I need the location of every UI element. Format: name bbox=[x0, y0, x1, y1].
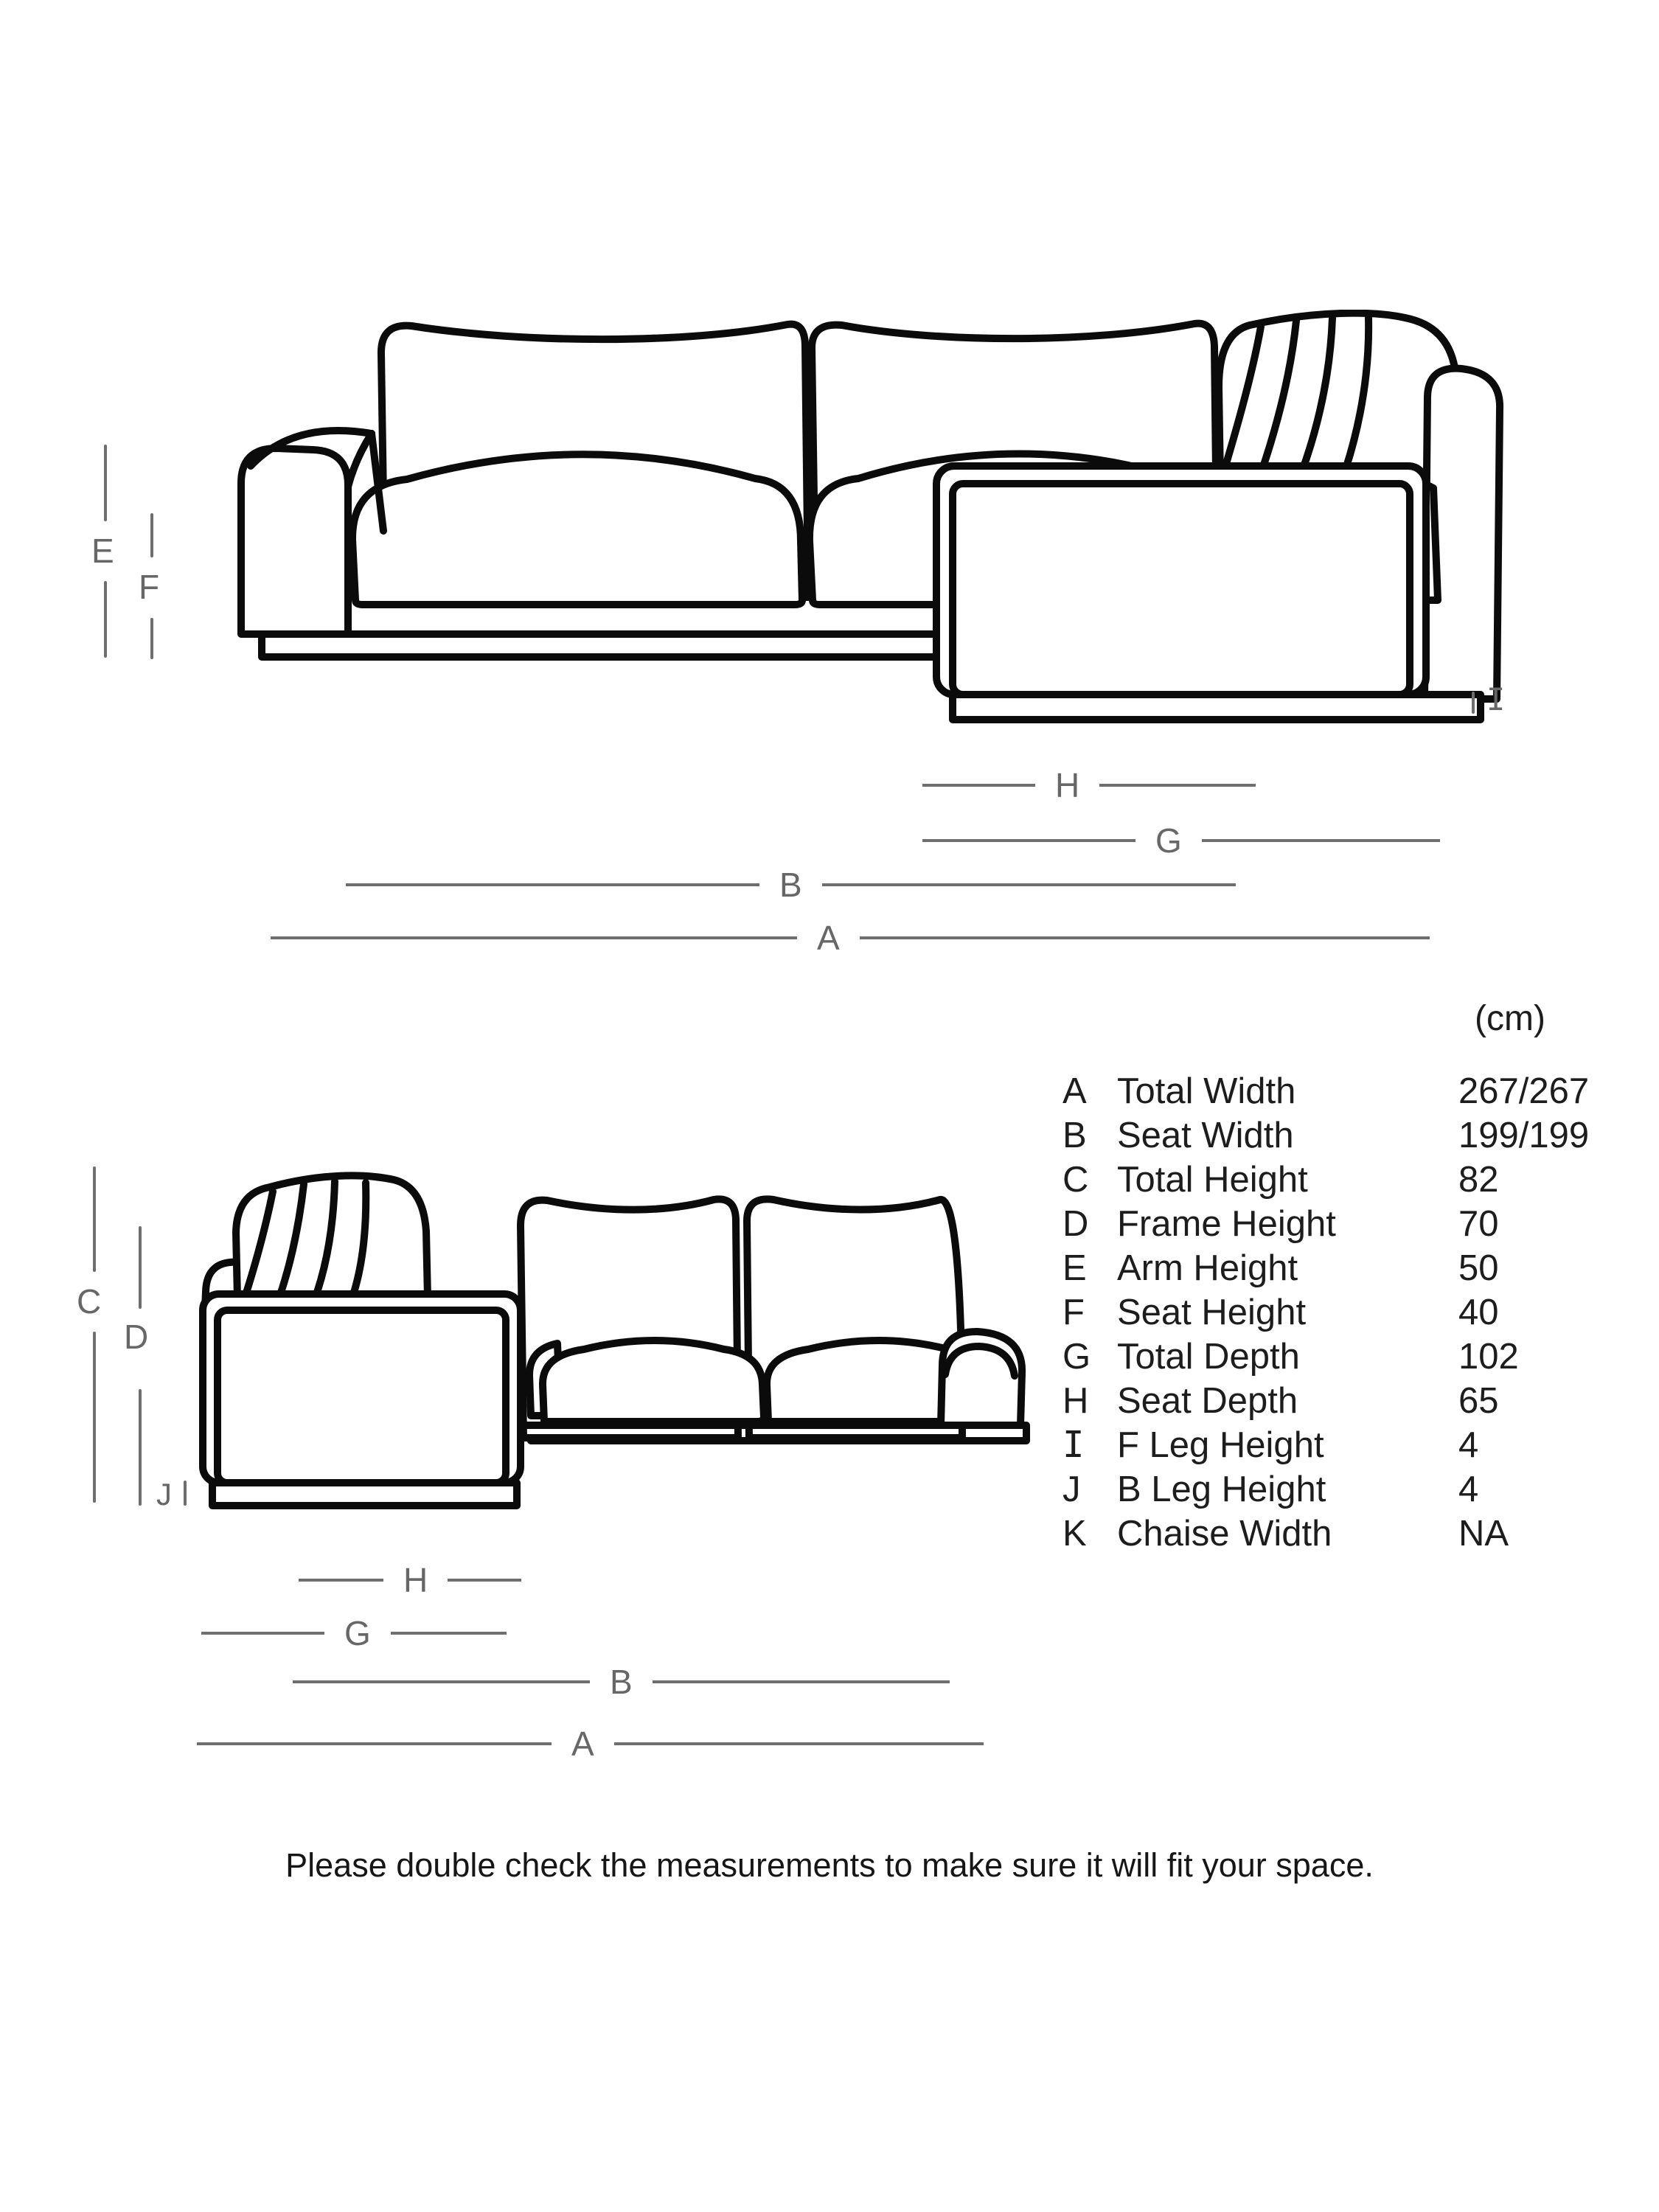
row-label: Seat Depth bbox=[1117, 1381, 1298, 1421]
seat-cushion bbox=[352, 454, 802, 605]
row-label: Total Height bbox=[1117, 1160, 1308, 1200]
row-value: 102 bbox=[1458, 1337, 1519, 1377]
row-value: 65 bbox=[1458, 1381, 1499, 1421]
frame-height-tick-top bbox=[139, 1226, 142, 1309]
dim-total-depth-bottom: G bbox=[201, 1614, 507, 1652]
dim-seat-width-bottom: B bbox=[293, 1663, 950, 1701]
row-label: Chaise Width bbox=[1117, 1514, 1332, 1554]
row-value: 4 bbox=[1458, 1425, 1479, 1465]
row-key: J bbox=[1062, 1470, 1081, 1509]
total-height-label: C bbox=[77, 1282, 102, 1321]
row-key: E bbox=[1062, 1248, 1087, 1288]
row-value: 82 bbox=[1458, 1160, 1499, 1200]
row-label: Total Width bbox=[1117, 1071, 1296, 1111]
row-key: A bbox=[1062, 1071, 1087, 1111]
back-leg-tick bbox=[184, 1481, 187, 1506]
frame-height-label: D bbox=[124, 1318, 149, 1356]
row-key: C bbox=[1062, 1160, 1089, 1200]
fit-warning-caption: Please double check the measurements to make sure it will fit your space. bbox=[285, 1846, 1374, 1884]
row-label: B Leg Height bbox=[1117, 1470, 1326, 1509]
total-height-tick-bottom bbox=[93, 1332, 96, 1503]
row-key: F bbox=[1062, 1293, 1085, 1332]
row-value: 50 bbox=[1458, 1248, 1499, 1288]
panel-plinth bbox=[953, 695, 1481, 720]
row-value: NA bbox=[1458, 1514, 1509, 1554]
seat-height-tick-bottom bbox=[150, 618, 153, 659]
row-value: 199/199 bbox=[1458, 1116, 1590, 1155]
corner-arm-panel bbox=[936, 466, 1426, 695]
row-key: I bbox=[1062, 1424, 1085, 1466]
dim-seat-depth-top: H bbox=[922, 766, 1256, 804]
row-key: H bbox=[1062, 1381, 1089, 1421]
row-label: Arm Height bbox=[1117, 1248, 1298, 1288]
frame-height-tick-bottom bbox=[139, 1389, 142, 1506]
dim-seat-depth-bottom: H bbox=[299, 1561, 521, 1599]
dim-total-width-top: A bbox=[271, 919, 1430, 957]
row-key: G bbox=[1062, 1337, 1091, 1377]
front-leg-tick bbox=[1472, 692, 1475, 714]
unit-header: (cm) bbox=[1475, 999, 1545, 1038]
row-key: D bbox=[1062, 1204, 1089, 1244]
row-label: Frame Height bbox=[1117, 1204, 1336, 1244]
row-key: B bbox=[1062, 1116, 1087, 1155]
panel-plinth bbox=[212, 1483, 517, 1506]
arm-height-tick-bottom bbox=[104, 581, 107, 658]
reverse-view-sofa-drawing bbox=[103, 1150, 1180, 1593]
seat-cushion bbox=[543, 1340, 764, 1422]
back-leg-label: J bbox=[156, 1477, 172, 1512]
corner-arm-panel bbox=[203, 1294, 521, 1483]
row-value: 267/267 bbox=[1458, 1071, 1590, 1111]
seat-height-label: F bbox=[139, 568, 160, 606]
row-value: 40 bbox=[1458, 1293, 1499, 1332]
row-label: Total Depth bbox=[1117, 1337, 1300, 1377]
seat-height-tick-top bbox=[150, 513, 153, 557]
row-label: Seat Width bbox=[1117, 1116, 1294, 1155]
dim-seat-width-top: B bbox=[346, 866, 1236, 904]
left-arm bbox=[241, 448, 348, 634]
total-height-tick-top bbox=[93, 1166, 96, 1272]
front-leg-label: I bbox=[1486, 681, 1506, 717]
dim-total-depth-top: G bbox=[922, 821, 1440, 860]
front-view-sofa-drawing bbox=[236, 310, 1534, 752]
row-label: Seat Height bbox=[1117, 1293, 1307, 1332]
row-value: 4 bbox=[1458, 1470, 1479, 1509]
arm-height-tick-top bbox=[104, 445, 107, 521]
row-label: F Leg Height bbox=[1117, 1425, 1324, 1465]
row-key: K bbox=[1062, 1514, 1087, 1554]
row-value: 70 bbox=[1458, 1204, 1499, 1244]
dim-total-width-bottom: A bbox=[197, 1725, 984, 1763]
arm-height-label: E bbox=[91, 532, 114, 570]
